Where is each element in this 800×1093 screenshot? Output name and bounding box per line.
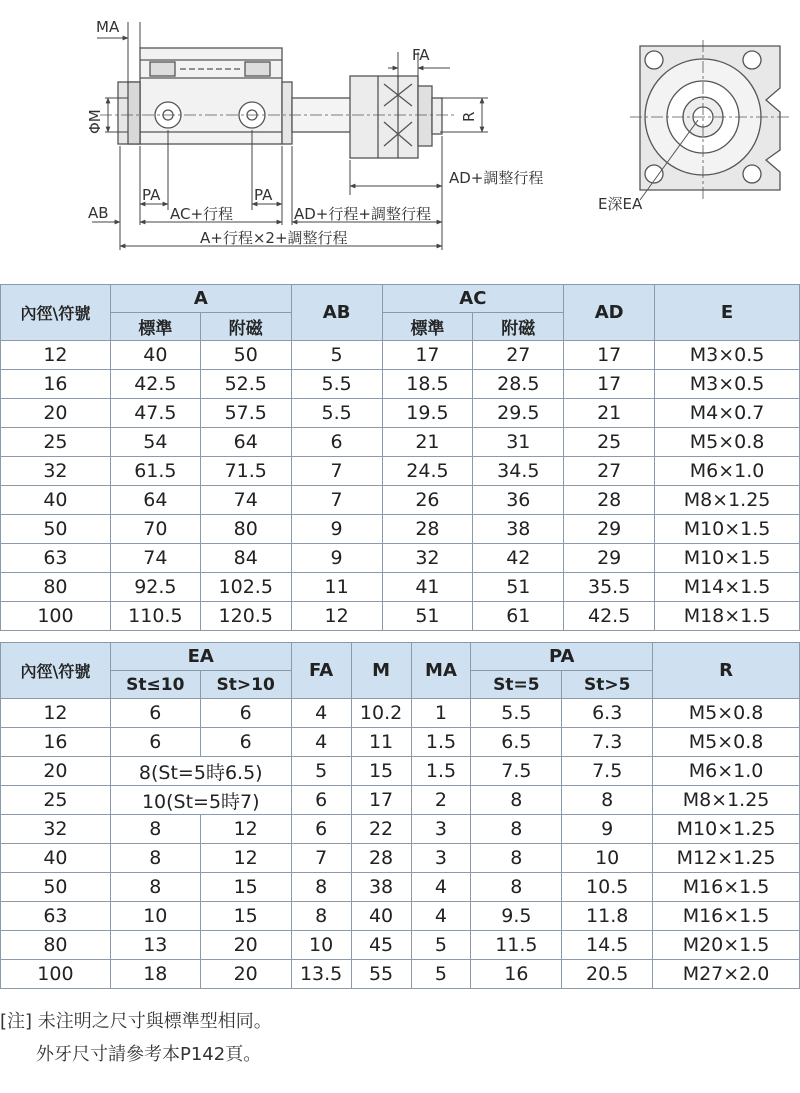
label-ad-adjust: AD+調整行程 [449, 169, 544, 187]
table-cell-ea-gt: 6 [200, 728, 291, 757]
table-cell-bore: 80 [1, 931, 111, 960]
table-cell-e: M4×0.7 [655, 399, 800, 428]
table-cell-ab: 9 [291, 544, 382, 573]
table-cell-fa: 7 [291, 844, 351, 873]
table-cell-pa-eq: 9.5 [471, 902, 562, 931]
note-line-1: [注] 未注明之尺寸與標準型相同。 [0, 1011, 272, 1032]
table-cell-e: M8×1.25 [655, 486, 800, 515]
table1-corner-header: 內徑\符號 [1, 285, 111, 341]
table-cell-ad: 17 [564, 370, 655, 399]
table-cell-a-std: 40 [110, 341, 200, 370]
label-r: R [460, 111, 478, 122]
table-cell-ac-mag: 42 [473, 544, 564, 573]
table-cell-a-std: 54 [110, 428, 200, 457]
table1-header-ab: AB [291, 285, 382, 341]
table-cell-bore: 32 [1, 457, 111, 486]
table2-header-ma: MA [411, 643, 471, 699]
table-cell-ad: 28 [564, 486, 655, 515]
table-cell-ad: 29 [564, 515, 655, 544]
table-cell-pa-eq: 8 [471, 815, 562, 844]
table-cell-bore: 12 [1, 341, 111, 370]
table-row [1, 873, 800, 902]
table-row [1, 786, 800, 815]
table-cell-ab: 12 [291, 602, 382, 631]
table-cell-bore: 20 [1, 757, 111, 786]
table-cell-m: 22 [351, 815, 411, 844]
table-row [1, 844, 800, 873]
table1-header-a-std: 標準 [110, 313, 200, 341]
table-cell-a-mag: 64 [200, 428, 291, 457]
cylinder-dimension-drawing [0, 0, 800, 270]
table-cell-a-std: 42.5 [110, 370, 200, 399]
table-cell-ac-mag: 36 [473, 486, 564, 515]
table-cell-ea-le: 8 [110, 815, 200, 844]
table-cell-ea-gt: 6 [200, 699, 291, 728]
table-row [1, 573, 800, 602]
table-cell-ad: 27 [564, 457, 655, 486]
table2-header-pa-eq5: St=5 [471, 671, 562, 699]
table-cell-fa: 13.5 [291, 960, 351, 989]
label-ac-stroke: AC+行程 [170, 205, 234, 223]
label-ab: AB [88, 204, 109, 222]
table-cell-pa-gt: 20.5 [562, 960, 653, 989]
table-cell-ea-gt: 12 [200, 815, 291, 844]
table-cell-e: M6×1.0 [655, 457, 800, 486]
table-cell-pa-eq: 16 [471, 960, 562, 989]
table-cell-fa: 4 [291, 728, 351, 757]
table-cell-a-std: 74 [110, 544, 200, 573]
table-cell-pa-gt: 7.5 [562, 757, 653, 786]
table-cell-ab: 9 [291, 515, 382, 544]
table1-header-a: A [110, 285, 291, 313]
table-cell-ac-mag: 34.5 [473, 457, 564, 486]
table1-header-ac-std: 標準 [382, 313, 473, 341]
table-cell-a-std: 70 [110, 515, 200, 544]
table-cell-r: M5×0.8 [653, 728, 800, 757]
label-ad-stroke-adjust: AD+行程+調整行程 [294, 205, 431, 223]
table-row [1, 815, 800, 844]
table-cell-ea-gt: 20 [200, 960, 291, 989]
dimension-table-1 [0, 284, 800, 631]
table-cell-a-mag: 71.5 [200, 457, 291, 486]
table-cell-fa: 6 [291, 815, 351, 844]
table-row [1, 931, 800, 960]
table-cell-r: M27×2.0 [653, 960, 800, 989]
table-cell-ma: 5 [411, 960, 471, 989]
table-cell-ac-mag: 29.5 [473, 399, 564, 428]
table-cell-ac-std: 28 [382, 515, 473, 544]
table-cell-ac-std: 17 [382, 341, 473, 370]
cylinder-side-view [100, 48, 455, 158]
table-cell-a-std: 61.5 [110, 457, 200, 486]
table-row [1, 515, 800, 544]
table-cell-pa-gt: 7.3 [562, 728, 653, 757]
table-cell-ac-std: 32 [382, 544, 473, 573]
table-row [1, 902, 800, 931]
table-cell-ma: 4 [411, 902, 471, 931]
table-cell-bore: 50 [1, 515, 111, 544]
table-cell-ea-le: 8 [110, 844, 200, 873]
cylinder-end-view [630, 40, 790, 200]
table-row [1, 399, 800, 428]
table-cell-ac-std: 24.5 [382, 457, 473, 486]
table-cell-ac-mag: 27 [473, 341, 564, 370]
table-cell-a-std: 64 [110, 486, 200, 515]
table-cell-bore: 80 [1, 573, 111, 602]
table2-header-fa: FA [291, 643, 351, 699]
table-cell-r: M20×1.5 [653, 931, 800, 960]
table-cell-bore: 63 [1, 544, 111, 573]
table-cell-e: M3×0.5 [655, 370, 800, 399]
table-cell-fa: 6 [291, 786, 351, 815]
label-a-total: A+行程×2+調整行程 [200, 229, 348, 247]
table-cell-m: 11 [351, 728, 411, 757]
table-cell-ma: 2 [411, 786, 471, 815]
label-pa-left: PA [142, 186, 161, 204]
table2-corner-header: 內徑\符號 [1, 643, 111, 699]
table-cell-a-mag: 120.5 [200, 602, 291, 631]
table-cell-r: M16×1.5 [653, 902, 800, 931]
dimension-table-2 [0, 642, 800, 989]
table-row [1, 757, 800, 786]
table-cell-ac-std: 18.5 [382, 370, 473, 399]
table-cell-bore: 100 [1, 602, 111, 631]
table-cell-fa: 5 [291, 757, 351, 786]
table2-header-r: R [653, 643, 800, 699]
table-cell-pa-eq: 5.5 [471, 699, 562, 728]
table-cell-bore: 100 [1, 960, 111, 989]
table-cell-ac-std: 41 [382, 573, 473, 602]
table-cell-ea-le: 18 [110, 960, 200, 989]
table-row [1, 457, 800, 486]
table-cell-m: 17 [351, 786, 411, 815]
table2-header-ea: EA [110, 643, 291, 671]
table-cell-ac-mag: 38 [473, 515, 564, 544]
table-cell-ea-merged: 8(St=5時6.5) [110, 757, 291, 786]
table-cell-pa-eq: 11.5 [471, 931, 562, 960]
table-cell-pa-eq: 8 [471, 786, 562, 815]
table-cell-ac-mag: 28.5 [473, 370, 564, 399]
table-cell-ea-le: 6 [110, 728, 200, 757]
table-cell-bore: 32 [1, 815, 111, 844]
table-cell-a-std: 47.5 [110, 399, 200, 428]
table-cell-ab: 5.5 [291, 399, 382, 428]
table1-header-ac: AC [382, 285, 564, 313]
table-cell-a-mag: 50 [200, 341, 291, 370]
table-cell-a-std: 92.5 [110, 573, 200, 602]
table-cell-fa: 8 [291, 902, 351, 931]
table-cell-ea-le: 13 [110, 931, 200, 960]
table-cell-pa-eq: 8 [471, 873, 562, 902]
table-cell-pa-gt: 9 [562, 815, 653, 844]
table-cell-ab: 7 [291, 457, 382, 486]
table1-header-a-mag: 附磁 [200, 313, 291, 341]
table-cell-fa: 10 [291, 931, 351, 960]
table-cell-a-mag: 80 [200, 515, 291, 544]
table-cell-pa-eq: 6.5 [471, 728, 562, 757]
table-cell-ma: 1.5 [411, 757, 471, 786]
table-cell-e: M3×0.5 [655, 341, 800, 370]
table2-header-ea-le10: St≤10 [110, 671, 200, 699]
table-cell-ea-gt: 15 [200, 902, 291, 931]
table2-header-pa: PA [471, 643, 653, 671]
table-row [1, 960, 800, 989]
table-cell-r: M6×1.0 [653, 757, 800, 786]
label-e-depth: E深EA [598, 195, 643, 213]
table-cell-ad: 21 [564, 399, 655, 428]
table2-header-m: M [351, 643, 411, 699]
table-cell-ac-std: 51 [382, 602, 473, 631]
table-cell-a-mag: 52.5 [200, 370, 291, 399]
table1-header-ad: AD [564, 285, 655, 341]
table-row [1, 602, 800, 631]
table-row [1, 486, 800, 515]
table-cell-m: 15 [351, 757, 411, 786]
table-cell-ac-mag: 31 [473, 428, 564, 457]
table-cell-ea-merged: 10(St=5時7) [110, 786, 291, 815]
table-cell-fa: 8 [291, 873, 351, 902]
table-cell-ad: 42.5 [564, 602, 655, 631]
table-cell-ma: 3 [411, 815, 471, 844]
table-cell-ad: 29 [564, 544, 655, 573]
table-cell-ea-gt: 20 [200, 931, 291, 960]
table-cell-ac-std: 26 [382, 486, 473, 515]
table2-header-ea-gt10: St>10 [200, 671, 291, 699]
table-row [1, 699, 800, 728]
table-row [1, 341, 800, 370]
table-cell-r: M8×1.25 [653, 786, 800, 815]
table-cell-e: M10×1.5 [655, 515, 800, 544]
table-cell-ab: 11 [291, 573, 382, 602]
label-fa: FA [412, 46, 430, 64]
table-cell-ea-le: 8 [110, 873, 200, 902]
table-cell-bore: 25 [1, 786, 111, 815]
table-cell-ea-le: 6 [110, 699, 200, 728]
table-cell-bore: 50 [1, 873, 111, 902]
table-cell-pa-eq: 7.5 [471, 757, 562, 786]
table-cell-ad: 17 [564, 341, 655, 370]
table-cell-ac-std: 21 [382, 428, 473, 457]
table-cell-e: M10×1.5 [655, 544, 800, 573]
table-cell-a-mag: 102.5 [200, 573, 291, 602]
table-cell-ad: 35.5 [564, 573, 655, 602]
label-phi-m: ΦM [86, 109, 104, 134]
table1-header-e: E [655, 285, 800, 341]
table-cell-pa-gt: 10 [562, 844, 653, 873]
table-cell-ea-le: 10 [110, 902, 200, 931]
table-cell-bore: 16 [1, 370, 111, 399]
table-cell-ma: 1.5 [411, 728, 471, 757]
table2-header-pa-gt5: St>5 [562, 671, 653, 699]
table-cell-e: M14×1.5 [655, 573, 800, 602]
table-cell-e: M5×0.8 [655, 428, 800, 457]
table-cell-a-std: 110.5 [110, 602, 200, 631]
table-row [1, 370, 800, 399]
table-cell-bore: 40 [1, 844, 111, 873]
table-cell-m: 10.2 [351, 699, 411, 728]
table-cell-r: M12×1.25 [653, 844, 800, 873]
table-cell-bore: 20 [1, 399, 111, 428]
table-cell-bore: 40 [1, 486, 111, 515]
table-cell-ac-mag: 51 [473, 573, 564, 602]
table-cell-m: 38 [351, 873, 411, 902]
table-cell-ac-mag: 61 [473, 602, 564, 631]
table1-header-ac-mag: 附磁 [473, 313, 564, 341]
table-cell-fa: 4 [291, 699, 351, 728]
table-cell-ea-gt: 12 [200, 844, 291, 873]
table-cell-pa-gt: 14.5 [562, 931, 653, 960]
table-row [1, 544, 800, 573]
table-cell-ab: 6 [291, 428, 382, 457]
label-ma: MA [96, 18, 120, 36]
table-cell-ma: 3 [411, 844, 471, 873]
table-cell-bore: 16 [1, 728, 111, 757]
table-cell-bore: 25 [1, 428, 111, 457]
table-cell-m: 40 [351, 902, 411, 931]
table-cell-a-mag: 84 [200, 544, 291, 573]
table-cell-r: M5×0.8 [653, 699, 800, 728]
table-cell-m: 45 [351, 931, 411, 960]
table-cell-ab: 7 [291, 486, 382, 515]
table-cell-ab: 5 [291, 341, 382, 370]
table-cell-pa-gt: 6.3 [562, 699, 653, 728]
table-cell-ea-gt: 15 [200, 873, 291, 902]
table-row [1, 428, 800, 457]
table-cell-ma: 5 [411, 931, 471, 960]
table-cell-a-mag: 74 [200, 486, 291, 515]
table-cell-a-mag: 57.5 [200, 399, 291, 428]
table-cell-bore: 63 [1, 902, 111, 931]
table-cell-r: M16×1.5 [653, 873, 800, 902]
table-cell-ma: 1 [411, 699, 471, 728]
table-cell-pa-gt: 11.8 [562, 902, 653, 931]
table-cell-m: 28 [351, 844, 411, 873]
label-pa-right: PA [254, 186, 273, 204]
table-cell-bore: 12 [1, 699, 111, 728]
table-row [1, 728, 800, 757]
table-cell-r: M10×1.25 [653, 815, 800, 844]
table-cell-e: M18×1.5 [655, 602, 800, 631]
table-cell-pa-eq: 8 [471, 844, 562, 873]
table-cell-ac-std: 19.5 [382, 399, 473, 428]
table-cell-ab: 5.5 [291, 370, 382, 399]
table-cell-ma: 4 [411, 873, 471, 902]
table-cell-pa-gt: 10.5 [562, 873, 653, 902]
table-cell-ad: 25 [564, 428, 655, 457]
table-cell-pa-gt: 8 [562, 786, 653, 815]
table-cell-m: 55 [351, 960, 411, 989]
note-line-2: 外牙尺寸請參考本P142頁。 [36, 1044, 262, 1065]
